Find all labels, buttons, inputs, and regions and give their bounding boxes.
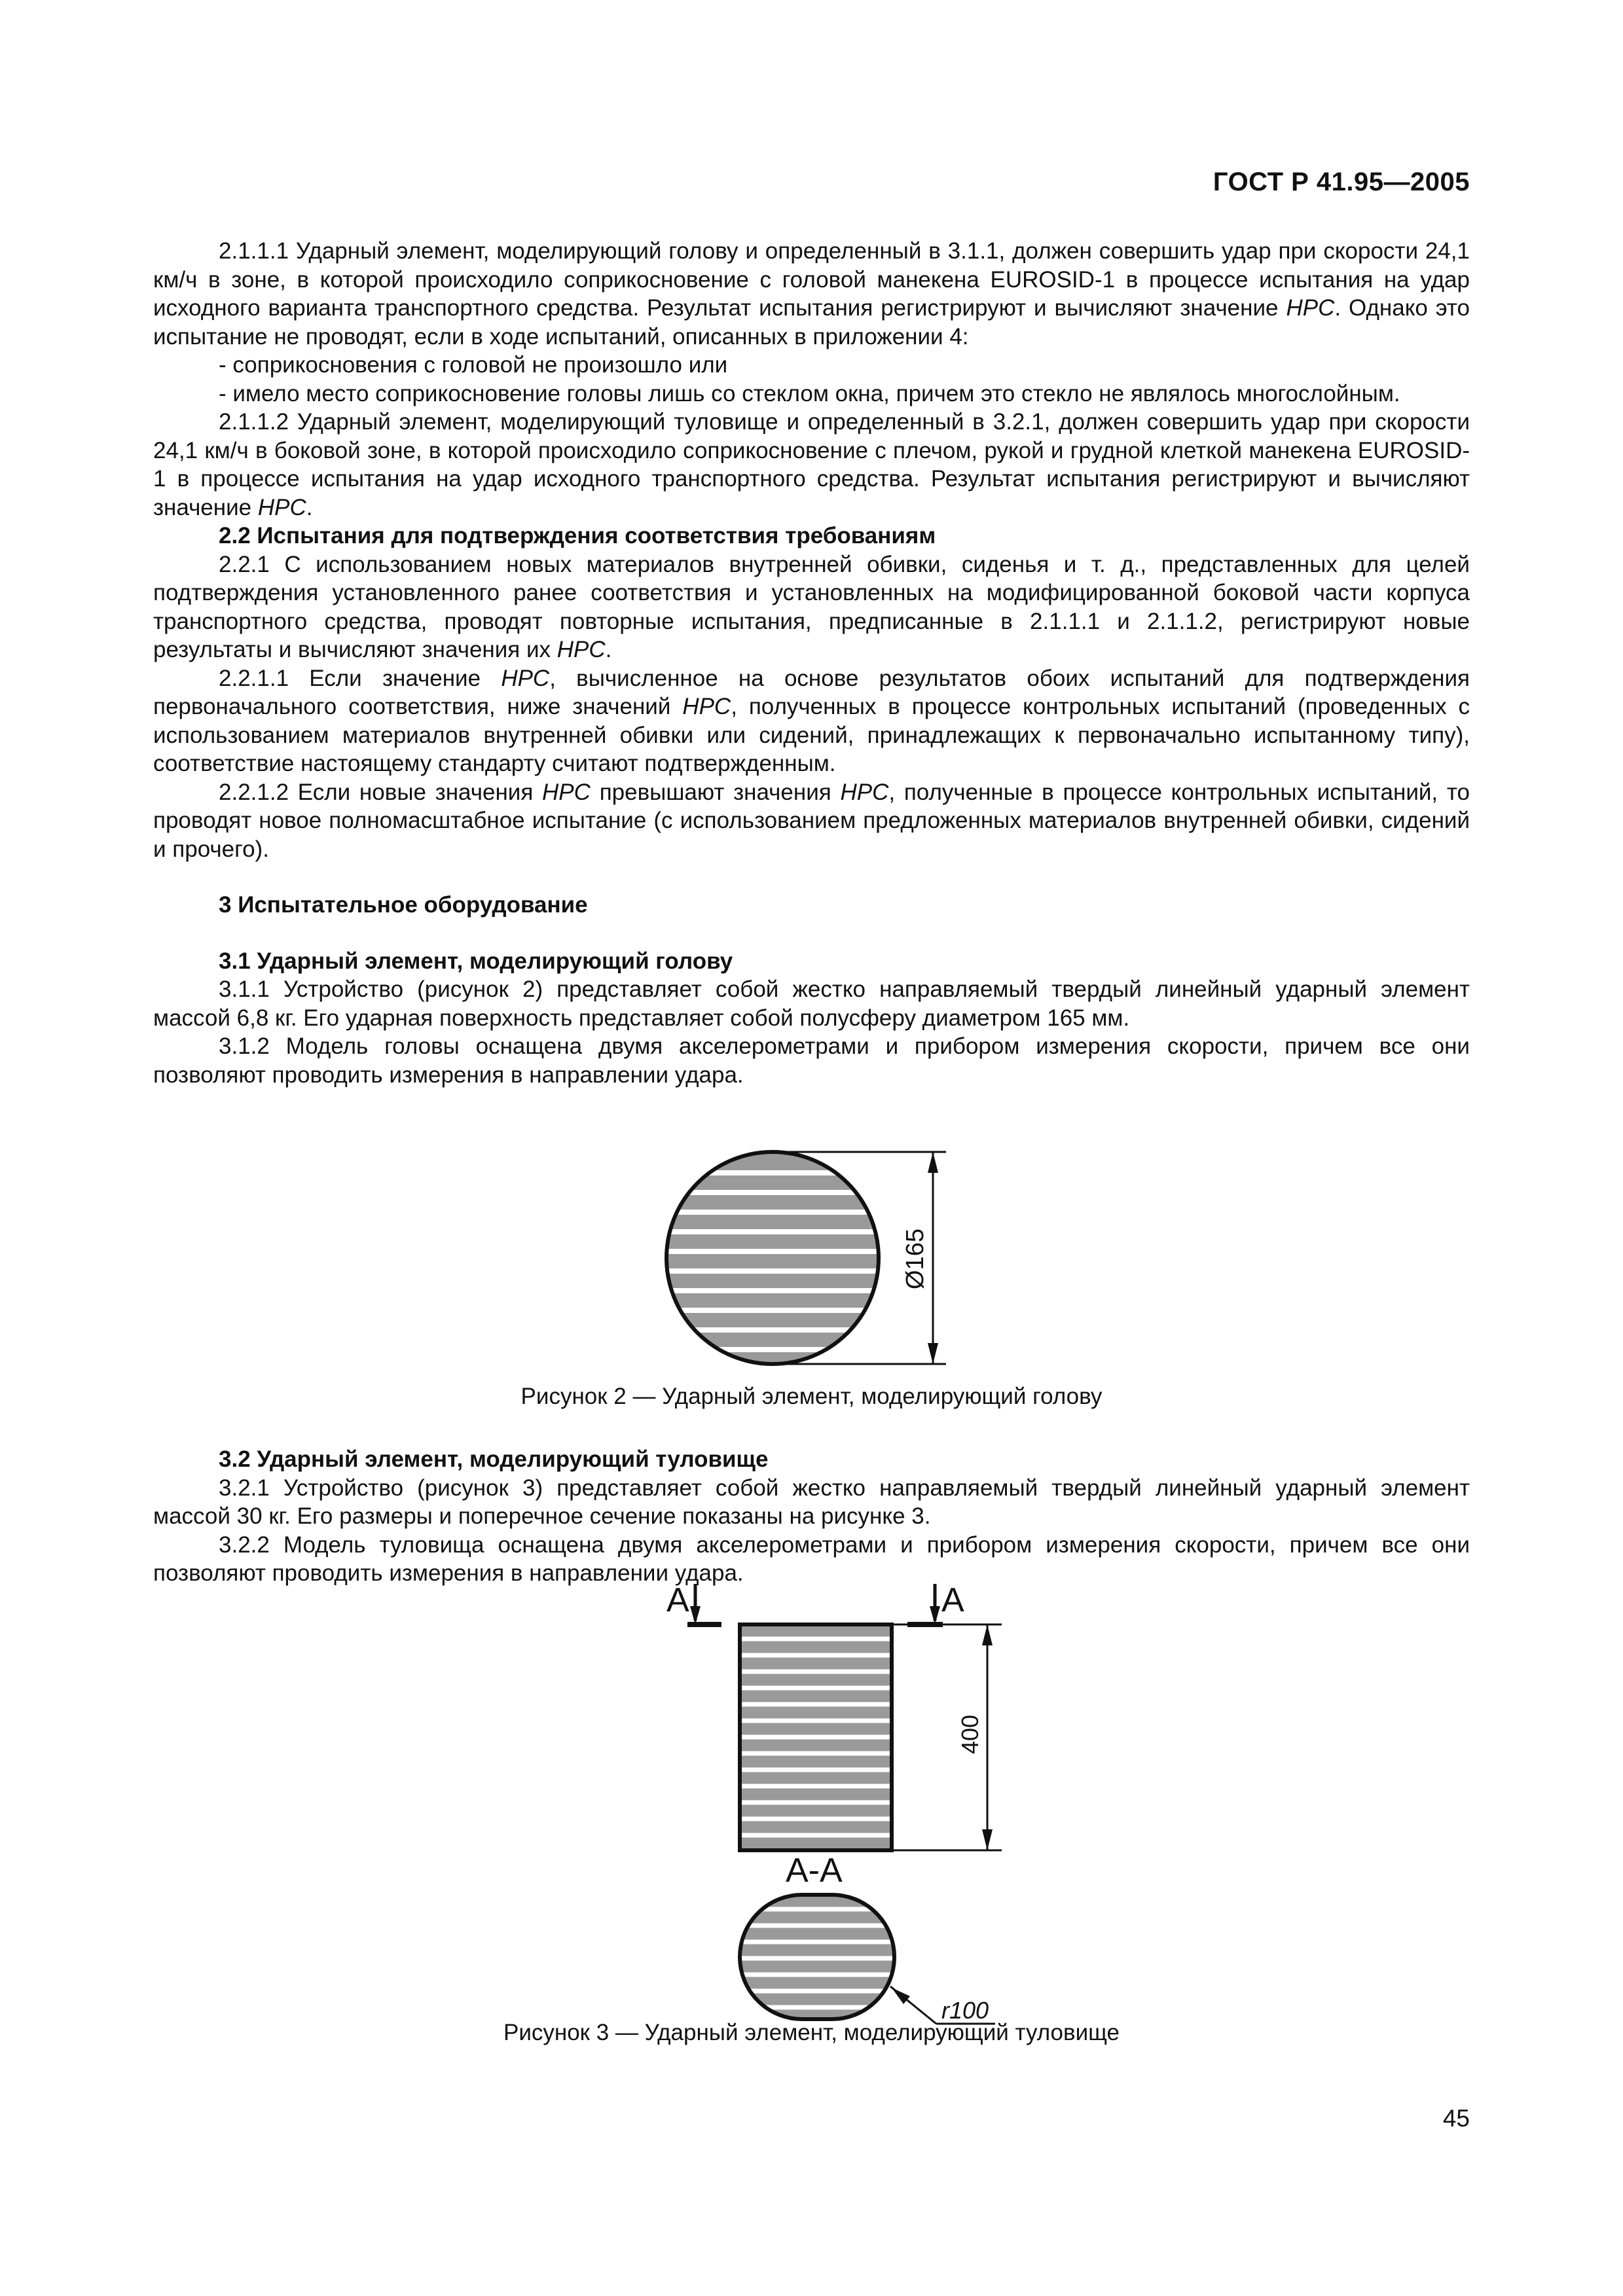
height-label: 400 xyxy=(957,1714,983,1754)
section-arrow-left-icon xyxy=(690,1606,701,1624)
section-mark-right: А xyxy=(941,1584,964,1619)
list-item-2: - имело место соприкосновение головы лишь со стеклом окна, причем это стекло не являлось многослойным. xyxy=(219,380,1400,406)
section-mark-left: А xyxy=(666,1584,689,1619)
paragraph-3-1-1: 3.1.1 Устройство (рисунок 2) представляет собой жестко направляемый твердый линейный ударный элемент массой 6,8 кг. Его ударная поверхность представляет собой полусферу диаметром 165 мм. xyxy=(153,977,1470,1031)
heading-section-3: 3 Испытательное оборудование xyxy=(219,892,588,918)
torso-section-hatching xyxy=(733,1909,903,2007)
heading-3-1: 3.1 Ударный элемент, моделирующий голову xyxy=(219,948,733,974)
radius-label: r100 xyxy=(941,1997,989,2024)
list-item-1: - соприкосновения с головой не произошло или xyxy=(219,352,728,378)
text-block-upper xyxy=(153,237,1470,1089)
figure-2-caption: Рисунок 2 — Ударный элемент, моделирующий голову xyxy=(520,1384,1103,1409)
arrow-up-icon xyxy=(982,1624,993,1645)
arrow-up-icon xyxy=(928,1152,938,1173)
document-header: ГОСТ Р 41.95—2005 xyxy=(1213,168,1470,196)
radius-arrow-icon xyxy=(892,1988,910,2004)
heading-2-2: 2.2 Испытания для подтверждения соответствия требованиям xyxy=(219,523,936,548)
figure-2-head-impactor xyxy=(0,1132,1623,1394)
paragraph-2-1-1-1: 2.1.1.1 Ударный элемент, моделирующий голову и определенный в 3.1.1, должен совершить удар при скорости 24,1 км/ч в зоне, в которой происходило соприкосновение с головой манекена EUROSID-1 в процессе испытания на удар исходного варианта транспортного средства. Результат испытания регистрируют и вычисляют значение HPC. Однако это испытание не проводят, если в ходе испытаний, описанных в приложении 4: xyxy=(153,238,1470,350)
paragraph-2-2-1-1: 2.2.1.1 Если значение HPC, вычисленное на основе результатов обоих испытаний для подтверждения первоначального соответствия, ниже значений HPC, полученных в процессе контрольных испытаний (проведенных с использованием материалов внутренней обивки или сидений, принадлежащих к первоначально испытанному типу), соответствие настоящему стандарту считают подтвержденным. xyxy=(153,665,1470,776)
section-arrow-right-icon xyxy=(930,1606,940,1624)
arrow-down-icon xyxy=(982,1829,993,1850)
paragraph-2-2-1-2: 2.2.1.2 Если новые значения HPC превышают значения HPC, полученные в процессе контрольных испытаний, то проводят новое полномасштабное испытание (с использованием предложенных материалов внутренней обивки, сидений и прочего). xyxy=(153,779,1470,862)
section-title: А-А xyxy=(786,1852,843,1890)
diameter-label: Ø165 xyxy=(902,1229,929,1289)
paragraph-2-1-1-2: 2.1.1.2 Ударный элемент, моделирующий туловище и определенный в 3.2.1, должен совершить удар при скорости 24,1 км/ч в боковой зоне, в которой происходило соприкосновение с плечом, рукой и грудной клеткой манекена EUROSID-1 в процессе испытания на удар исходного транспортного средства. Результат испытания регистрируют и вычисляют значение HPC. xyxy=(153,409,1470,520)
arrow-down-icon xyxy=(928,1343,938,1364)
heading-3-2: 3.2 Ударный элемент, моделирующий туловище xyxy=(219,1446,769,1472)
text-block-lower xyxy=(153,1445,1470,1588)
figure-3-torso-impactor xyxy=(0,1584,1623,2055)
paragraph-2-2-1: 2.2.1 С использованием новых материалов внутренней обивки, сиденья и т. д., представленных для целей подтверждения установленного ранее соответствия и установленных на модифицированной боковой части корпуса транспортного средства, проводят повторные испытания, предписанные в 2.1.1.1 и 2.1.1.2, регистрируют новые результаты и вычисляют значения их HPC. xyxy=(153,551,1470,662)
page-number: 45 xyxy=(1442,2105,1470,2132)
paragraph-3-2-2: 3.2.2 Модель туловища оснащена двумя акселерометрами и прибором измерения скорости, причем все они позволяют проводить измерения в направлении удара. xyxy=(153,1532,1470,1586)
figure-3-caption: Рисунок 3 — Ударный элемент, моделирующий туловище xyxy=(503,2020,1120,2045)
paragraph-3-2-1: 3.2.1 Устройство (рисунок 3) представляет собой жестко направляемый твердый линейный ударный элемент массой 30 кг. Его размеры и поперечное сечение показаны на рисунке 3. xyxy=(153,1475,1470,1529)
paragraph-3-1-2: 3.1.2 Модель головы оснащена двумя акселерометрами и прибором измерения скорости, причем все они позволяют проводить измерения в направлении удара. xyxy=(153,1033,1470,1088)
